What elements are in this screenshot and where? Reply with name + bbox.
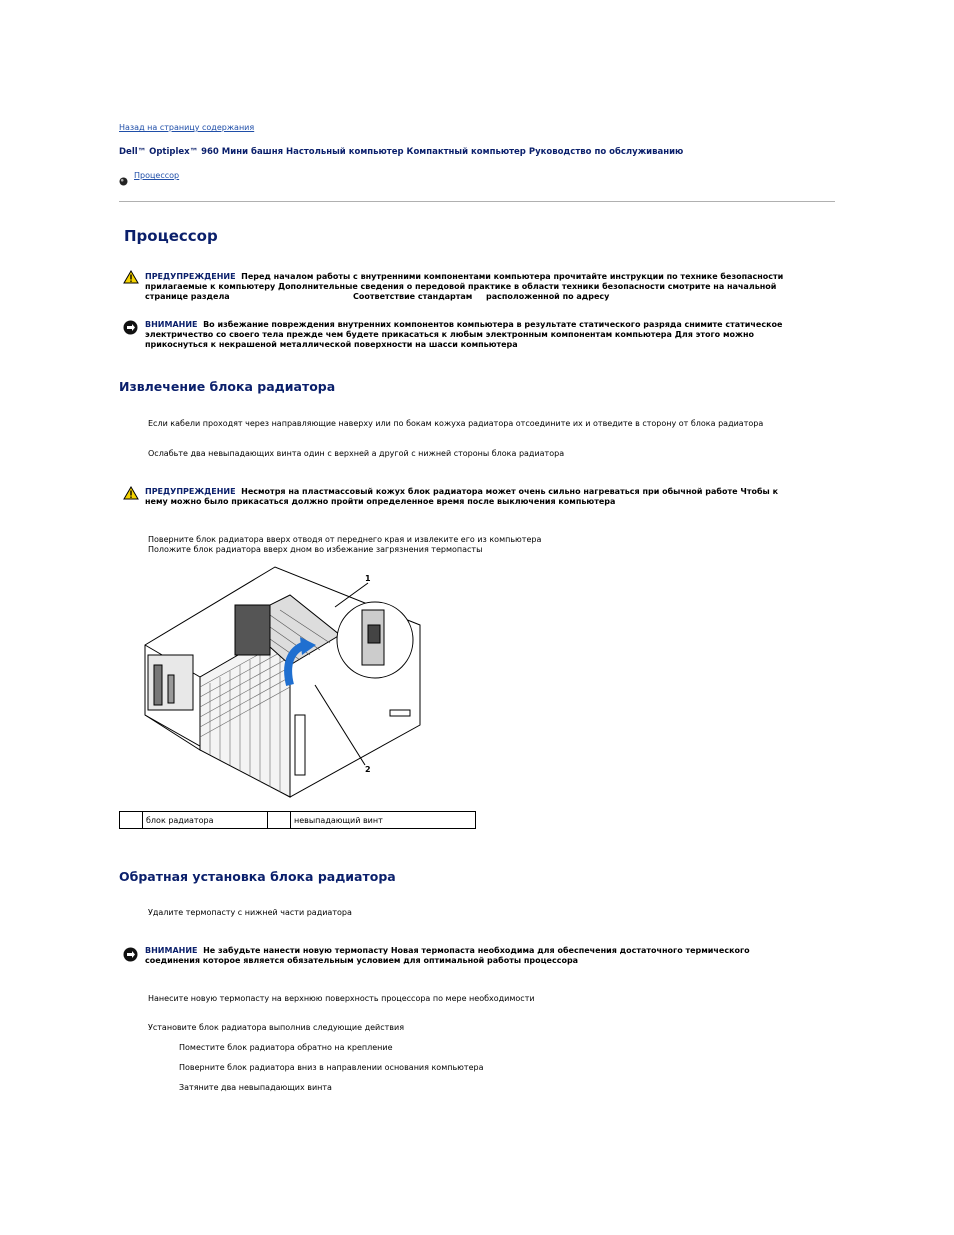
warning-line: Соответствие стандартам <box>353 292 473 301</box>
section-title-install: Обратная установка блока радиатора <box>119 869 396 884</box>
toc-link-processor[interactable]: Процессор <box>134 171 180 180</box>
substep-text: Затяните два невыпадающих винта <box>179 1083 332 1092</box>
step-text: Если кабели проходят через направляющие наверху или по бокам кожуха радиатора отсоедините их и отведите в сторону от блока радиатора <box>148 419 764 428</box>
caution-label: ВНИМАНИЕ <box>145 320 198 329</box>
step-text: Установите блок радиатора выполнив следующие действия <box>148 1023 405 1032</box>
caution-note-2 <box>145 946 825 966</box>
bullet-icon <box>119 171 128 180</box>
caution-label: ВНИМАНИЕ <box>145 946 198 955</box>
callout-1: 1 <box>365 574 371 583</box>
heatsink-removal-illustration <box>140 565 440 800</box>
caution-line: Не забудьте нанести новую термопасту Новая термопаста необходима для обеспечения достаточного термического <box>203 946 750 955</box>
warning-line: расположенной по адресу <box>486 292 610 301</box>
step-text: Поверните блок радиатора вверх отводя от переднего края и извлеките его из компьютера <box>148 535 542 544</box>
page-title: Процессор <box>124 227 218 245</box>
caution-line: электричество со своего тела прежде чем будете прикасаться к любым электронным компонентам компьютера Для этого можно <box>145 330 754 339</box>
warning-line: прилагаемые к компьютеру Дополнительные сведения о передовой практике в области техники безопасности смотрите на начальной <box>145 282 777 291</box>
table-row <box>120 812 476 829</box>
step-text: Положите блок радиатора вверх дном во избежание загрязнения термопасты <box>148 545 483 554</box>
back-to-contents-link[interactable]: Назад на страницу содержания <box>119 123 255 132</box>
caution-line: прикоснуться к некрашеной металлической поверхности на шасси компьютера <box>145 340 518 349</box>
caution-line: Во избежание повреждения внутренних компонентов компьютера в результате статического разряда снимите статическое <box>203 320 783 329</box>
warning-line: странице раздела <box>145 292 230 301</box>
divider <box>119 201 835 202</box>
legend-label-cell: невыпадающий винт <box>291 812 476 829</box>
caution-icon <box>123 947 138 962</box>
legend-table <box>119 811 476 829</box>
warning-icon <box>123 485 139 499</box>
document-header: Dell™ Optiplex™ 960 Мини башня Настольный компьютер Компактный компьютер Руководство по обслуживанию <box>119 147 684 157</box>
step-text: Нанесите новую термопасту на верхнюю поверхность процессора по мере необходимости <box>148 994 535 1003</box>
warning-note-1 <box>145 272 825 302</box>
section-title-remove: Извлечение блока радиатора <box>119 379 336 394</box>
warning-line: Несмотря на пластмассовый кожух блок радиатора может очень сильно нагреваться при обычной работе Чтобы к <box>241 487 778 496</box>
caution-note-1 <box>145 320 825 350</box>
step-text: Удалите термопасту с нижней части радиатора <box>148 908 352 917</box>
caution-icon <box>123 320 138 335</box>
warning-label: ПРЕДУПРЕЖДЕНИЕ <box>145 487 236 496</box>
substep-text: Поверните блок радиатора вниз в направлении основания компьютера <box>179 1063 484 1072</box>
callout-2: 2 <box>365 765 371 774</box>
warning-icon <box>123 269 139 283</box>
warning-line: нему можно было прикасаться должно пройти определенное время после выключения компьютера <box>145 497 616 506</box>
warning-label: ПРЕДУПРЕЖДЕНИЕ <box>145 272 236 281</box>
legend-label-cell: блок радиатора <box>143 812 268 829</box>
legend-number-cell <box>268 812 291 829</box>
warning-note-2 <box>145 487 825 507</box>
caution-line: соединения которое является обязательным условием для оптимальной работы процессора <box>145 956 579 965</box>
substep-text: Поместите блок радиатора обратно на крепление <box>179 1043 393 1052</box>
step-text: Ослабьте два невыпадающих винта один с верхней а другой с нижней стороны блока радиатора <box>148 449 565 458</box>
legend-number-cell <box>120 812 143 829</box>
warning-line: Перед началом работы с внутренними компонентами компьютера прочитайте инструкции по технике безопасности <box>241 272 784 281</box>
